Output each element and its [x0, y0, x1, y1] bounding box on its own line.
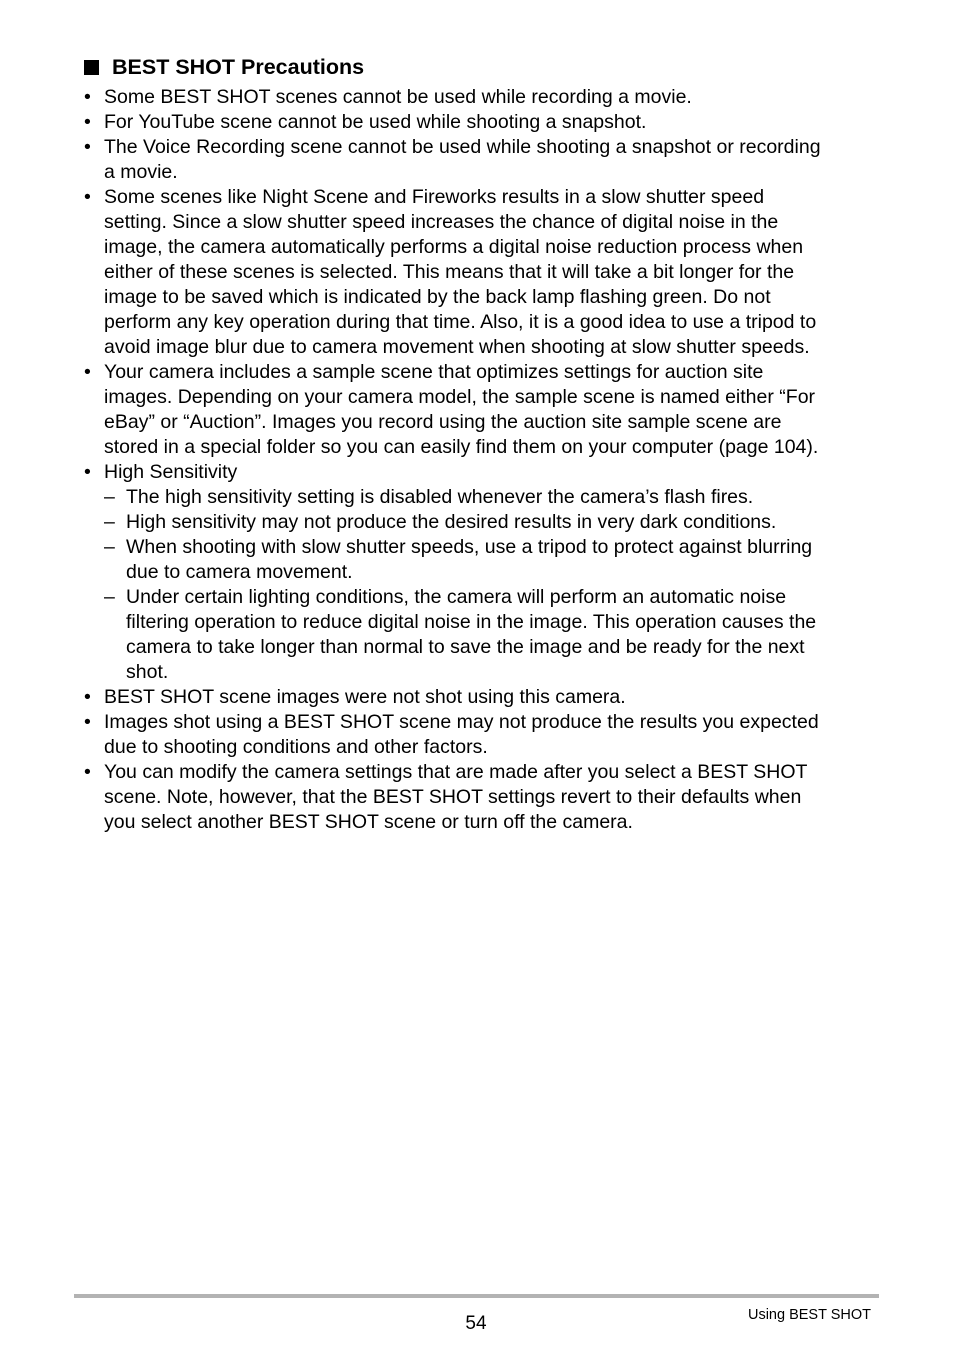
bullet-item: [0, 185, 878, 360]
item-line: camera to take longer than normal to save the image and be ready for the next: [126, 636, 805, 658]
bullet-marker: •: [84, 461, 91, 483]
item-line: BEST SHOT scene images were not shot using this camera.: [104, 686, 626, 708]
item-line: you select another BEST SHOT scene or turn off the camera.: [104, 811, 633, 833]
item-line: For YouTube scene cannot be used while shooting a snapshot.: [104, 111, 647, 133]
item-line: scene. Note, however, that the BEST SHOT settings revert to their defaults when: [104, 786, 802, 808]
item-line: eBay” or “Auction”. Images you record using the auction site sample scene are: [104, 411, 782, 433]
item-line: due to camera movement.: [126, 561, 353, 583]
bullet-item: [0, 460, 878, 485]
bullet-marker: •: [84, 86, 91, 108]
item-line: High Sensitivity: [104, 461, 238, 483]
footer-divider: [74, 1294, 879, 1298]
item-line: The high sensitivity setting is disabled whenever the camera’s flash fires.: [126, 486, 754, 508]
sub-item: [0, 585, 878, 685]
sub-item: [0, 485, 878, 510]
bullet-marker: •: [84, 686, 91, 708]
section-heading: [84, 53, 364, 81]
sub-item: [0, 535, 878, 585]
page-number: 54: [465, 1313, 487, 1334]
item-line: High sensitivity may not produce the desired results in very dark conditions.: [126, 511, 777, 533]
bullet-item: [0, 110, 878, 135]
item-line: stored in a special folder so you can easily find them on your computer (page 104).: [104, 436, 819, 458]
item-line: a movie.: [104, 161, 178, 183]
item-line: images. Depending on your camera model, the sample scene is named either “For: [104, 386, 816, 408]
bullet-item: [0, 710, 878, 760]
bullet-marker: •: [84, 361, 91, 383]
dash-marker: –: [104, 536, 115, 558]
heading-title: BEST SHOT Precautions: [112, 54, 365, 79]
item-line: Some scenes like Night Scene and Fireworks results in a slow shutter speed: [104, 186, 765, 208]
bullet-marker: •: [84, 761, 91, 783]
item-line: image, the camera automatically performs a digital noise reduction process when: [104, 236, 804, 258]
footer-section-title: Using BEST SHOT: [747, 1307, 871, 1323]
item-line: You can modify the camera settings that are made after you select a BEST SHOT: [104, 761, 808, 783]
item-line: avoid image blur due to camera movement when shooting at slow shutter speeds.: [104, 336, 810, 358]
bullet-item: [0, 685, 878, 710]
bullet-marker: •: [84, 111, 91, 133]
precautions-list: [0, 85, 954, 835]
bullet-item: [0, 135, 878, 185]
item-line: Under certain lighting conditions, the camera will perform an automatic noise: [126, 586, 787, 608]
item-line: Your camera includes a sample scene that optimizes settings for auction site: [104, 361, 764, 383]
dash-marker: –: [104, 511, 115, 533]
item-line: due to shooting conditions and other factors.: [104, 736, 488, 758]
bullet-marker: •: [84, 711, 91, 733]
item-line: Images shot using a BEST SHOT scene may not produce the results you expected: [104, 711, 819, 733]
item-line: setting. Since a slow shutter speed increases the chance of digital noise in the: [104, 211, 779, 233]
dash-marker: –: [104, 586, 115, 608]
item-line: Some BEST SHOT scenes cannot be used while recording a movie.: [104, 86, 692, 108]
item-line: perform any key operation during that time. Also, it is a good idea to use a tripod to: [104, 311, 817, 333]
item-line: image to be saved which is indicated by the back lamp flashing green. Do not: [104, 286, 771, 308]
bullet-marker: •: [84, 186, 91, 208]
item-line: shot.: [126, 661, 169, 683]
dash-marker: –: [104, 486, 115, 508]
item-line: The Voice Recording scene cannot be used while shooting a snapshot or recording: [104, 136, 821, 158]
heading-square-icon: [84, 60, 99, 75]
bullet-item: [0, 360, 878, 460]
item-line: filtering operation to reduce digital noise in the image. This operation causes the: [126, 611, 817, 633]
bullet-item: [0, 85, 878, 110]
bullet-marker: •: [84, 136, 91, 158]
sub-item: [0, 510, 878, 535]
item-line: When shooting with slow shutter speeds, use a tripod to protect against blurring: [126, 536, 813, 558]
item-line: either of these scenes is selected. This means that it will take a bit longer for the: [104, 261, 795, 283]
bullet-item: [0, 760, 878, 835]
